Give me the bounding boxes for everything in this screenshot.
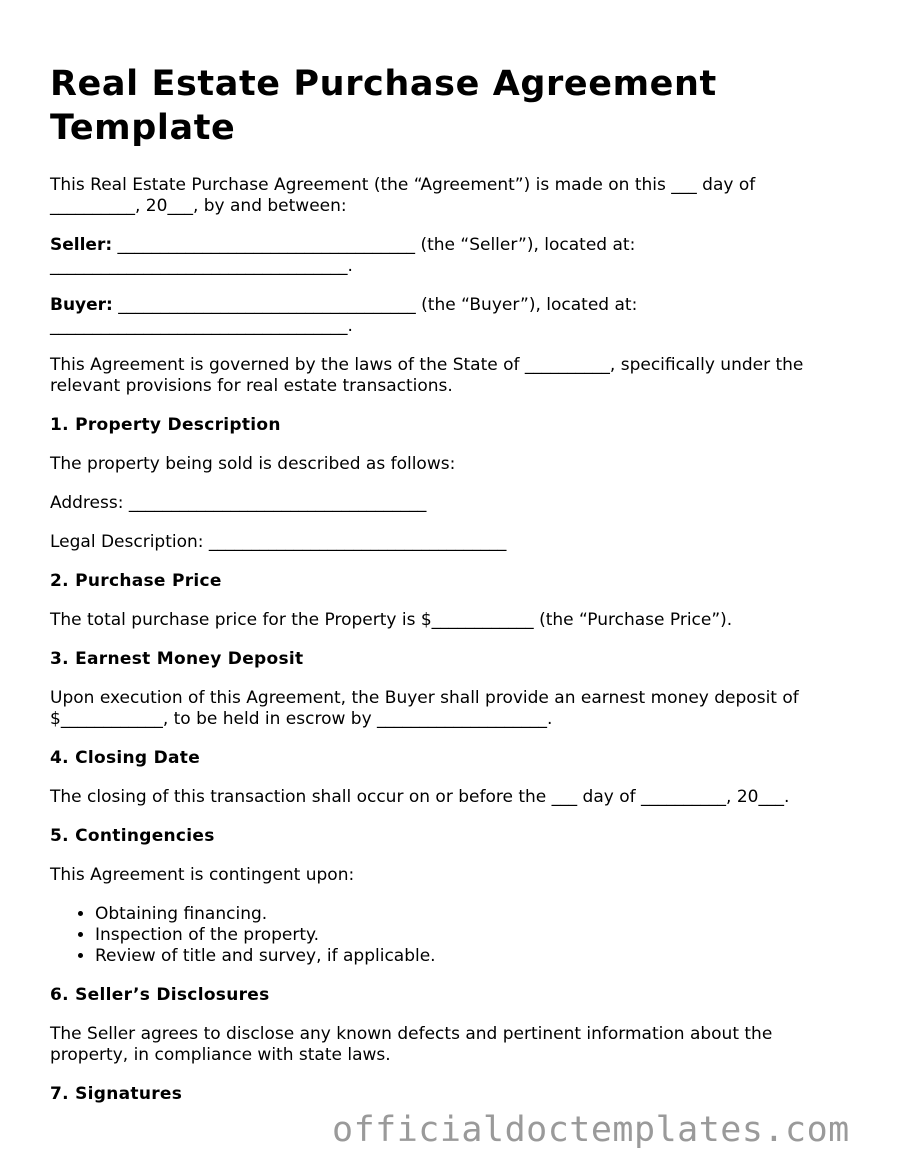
seller-line [50, 235, 850, 277]
section-heading-closing: 4. Closing Date [50, 748, 201, 768]
document-page [50, 62, 850, 1123]
watermark-text: officialdoctemplates.com [332, 1110, 850, 1150]
list-item: • Inspection of the property. [95, 925, 850, 946]
intro-paragraph: This Real Estate Purchase Agreement (the “Agreement”) is made on this ___ day of __________, 20___, by and between: [50, 175, 756, 216]
disclosures-paragraph: The Seller agrees to disclose any known defects and pertinent information about the property, in compliance with state laws. [50, 1024, 773, 1065]
deposit-paragraph: Upon execution of this Agreement, the Buyer shall provide an earnest money deposit of $____________, to be held in escrow by ____________________. [50, 688, 799, 729]
section-heading-signatures: 7. Signatures [50, 1084, 183, 1104]
seller-label: Seller: [50, 235, 113, 255]
section-heading-property: 1. Property Description [50, 415, 281, 435]
buyer-label: Buyer: [50, 295, 113, 315]
buyer-line [50, 295, 850, 337]
governing-law-paragraph: This Agreement is governed by the laws of the State of __________, specifically under the relevant provisions for real estate transactions. [50, 355, 804, 396]
contingencies-intro: This Agreement is contingent upon: [50, 865, 355, 885]
section-heading-contingencies: 5. Contingencies [50, 826, 215, 846]
section-heading-disclosures: 6. Seller’s Disclosures [50, 985, 270, 1005]
section-heading-price: 2. Purchase Price [50, 571, 222, 591]
list-item: • Review of title and survey, if applicable. [95, 946, 850, 967]
list-item: • Obtaining financing. [95, 904, 850, 925]
property-legal-field: Legal Description: ___________________________________ [50, 532, 507, 552]
price-paragraph: The total purchase price for the Property is $____________ (the “Purchase Price”). [50, 610, 733, 630]
property-intro: The property being sold is described as follows: [50, 454, 456, 474]
property-address-field: Address: ___________________________________ [50, 493, 427, 513]
section-heading-deposit: 3. Earnest Money Deposit [50, 649, 304, 669]
closing-paragraph: The closing of this transaction shall occur on or before the ___ day of __________, 20___. [50, 787, 790, 807]
seller-text: ___________________________________ (the “Seller”), located at: ___________________________________. [50, 235, 636, 276]
contingencies-list [50, 904, 850, 967]
document-title: Real Estate Purchase Agreement Template [50, 64, 717, 148]
buyer-text: ___________________________________ (the “Buyer”), located at: ___________________________________. [50, 295, 638, 336]
